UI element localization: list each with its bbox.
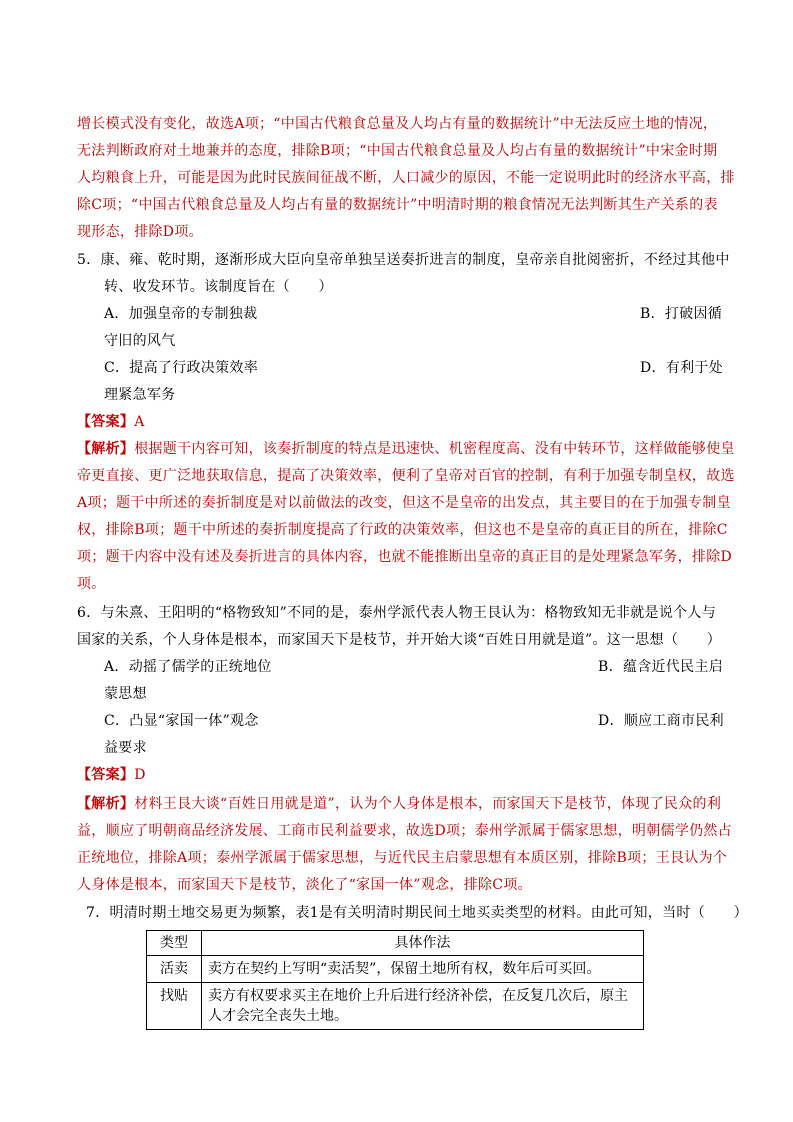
analysis-text: 材料王艮大谈“百姓日用就是道”，认为个人身体是根本，而家国天下是枝节，体现了民众的利 (134, 796, 722, 812)
q5-analysis-line: A项；题干中所述的奏折制度是对以前做法的改变，但这不是皇帝的出发点，其主要目的在于加强专制皇 (77, 495, 731, 511)
q6-option-a: A．动摇了儒学的正统地位 (104, 659, 272, 675)
q6-analysis-line: 正统地位，排除A项；泰州学派属于儒家思想，与近代民主启蒙思想有本质区别，排除B项；王艮认为个 (77, 850, 728, 866)
q5-analysis-line: 项。 (77, 576, 106, 592)
answer-label: 【答案】 (77, 767, 135, 783)
table-header-cell: 类型 (147, 931, 202, 956)
q6-option-b-cont: 蒙思想 (104, 686, 147, 702)
table-row (147, 956, 644, 983)
q5-analysis-line: 权，排除B项；题干中所述的奏折制度提高了行政的决策效率，但这也不是皇帝的真正目的所在，排除C (77, 522, 728, 538)
q5-answer (77, 412, 727, 432)
answer-value: D (134, 767, 146, 783)
prev-explanation-line: 除C项；“中国古代粮食总量及人均占有量的数据统计”中明清时期的粮食情况无法判断其生产关系的表 (77, 197, 718, 213)
q5-stem-line: 5．康、雍、乾时期，逐渐形成大臣向皇帝单独呈送奏折进言的制度，皇帝亲自批阅密折，不经过其他中 (77, 252, 730, 268)
q7-stem: 7．明清时期土地交易更为频繁，表1是有关明清时期民间土地买卖类型的材料。由此可知，当时（ ） (86, 905, 748, 921)
answer-value: A (134, 414, 145, 430)
q5-analysis-line: 帝更直接、更广泛地获取信息，提高了决策效率，便利了皇帝对百官的控制，有利于加强专制皇权，故选 (77, 468, 735, 484)
q6-stem-line: 国家的关系，个人身体是根本，而家国天下是枝节，并开始大谈“百姓日用就是道”。这一思想（ ） (77, 632, 722, 648)
q5-option-d-cont: 理紧急军务 (104, 387, 176, 403)
table-cell: 卖方在契约上写明“卖活契”，保留土地所有权，数年后可买回。 (202, 956, 644, 983)
table-header-cell: 具体作法 (202, 931, 644, 956)
q5-stem-line: 转、收发环节。该制度旨在（ ） (104, 279, 333, 295)
answer-label: 【答案】 (77, 414, 135, 430)
q6-option-d-cont: 益要求 (104, 740, 147, 756)
analysis-label: 【解析】 (77, 796, 135, 812)
q6-stem-line: 6．与朱熹、王阳明的“格物致知”不同的是，泰州学派代表人物王艮认为：格物致知无非就是说个人与 (77, 605, 717, 621)
q6-option-b: B．蕴含近代民主启 (598, 659, 723, 675)
table-row (147, 983, 644, 1030)
q6-option-d: D．顺应工商市民利 (598, 713, 724, 729)
q5-option-a: A．加强皇帝的专制独裁 (104, 306, 258, 322)
prev-explanation-line: 无法判断政府对土地兼并的态度，排除B项；“中国古代粮食总量及人均占有量的数据统计”中宋金时期 (77, 143, 718, 159)
prev-explanation-line: 现形态，排除D项。 (77, 224, 203, 240)
table-cell: 活卖 (147, 956, 202, 983)
q5-analysis-line (77, 439, 735, 459)
analysis-text: 根据题干内容可知，该奏折制度的特点是迅速快、机密程度高、没有中转环节，这样做能够使皇 (134, 441, 735, 457)
q5-option-b-cont: 守旧的风气 (104, 333, 176, 349)
prev-explanation-line: 增长模式没有变化，故选A项；“中国古代粮食总量及人均占有量的数据统计”中无法反应土地的情况， (77, 116, 718, 132)
q6-analysis-line (77, 794, 727, 814)
q6-answer (77, 765, 727, 785)
table-cell: 卖方有权要求买主在地价上升后进行经济补偿，在反复几次后，原主人才会完全丧失土地。 (202, 983, 644, 1030)
q6-option-c: C．凸显“家国一体”观念 (104, 713, 259, 729)
q5-analysis-line: 项；题干内容中没有述及奏折进言的具体内容，也就不能推断出皇帝的真正目的是处理紧急军务，排除D (77, 549, 733, 565)
table-header-row (147, 931, 644, 956)
q5-option-b: B．打破因循 (640, 306, 723, 322)
q7-table (146, 930, 644, 1030)
q6-analysis-line: 人身体是根本，而家国天下是枝节，淡化了“家国一体”观念，排除C项。 (77, 877, 532, 893)
q6-analysis-line: 益，顺应了明朝商品经济发展、工商市民利益要求，故选D项；泰州学派属于儒家思想，明朝儒学仍然占 (77, 823, 733, 839)
prev-explanation-line: 人均粮食上升，可能是因为此时民族间征战不断，人口减少的原因，不能一定说明此时的经济水平高，排 (77, 170, 735, 186)
table-cell: 找贴 (147, 983, 202, 1030)
q5-option-c: C．提高了行政决策效率 (104, 360, 259, 376)
q5-option-d: D．有利于处 (640, 360, 724, 376)
analysis-label: 【解析】 (77, 441, 135, 457)
